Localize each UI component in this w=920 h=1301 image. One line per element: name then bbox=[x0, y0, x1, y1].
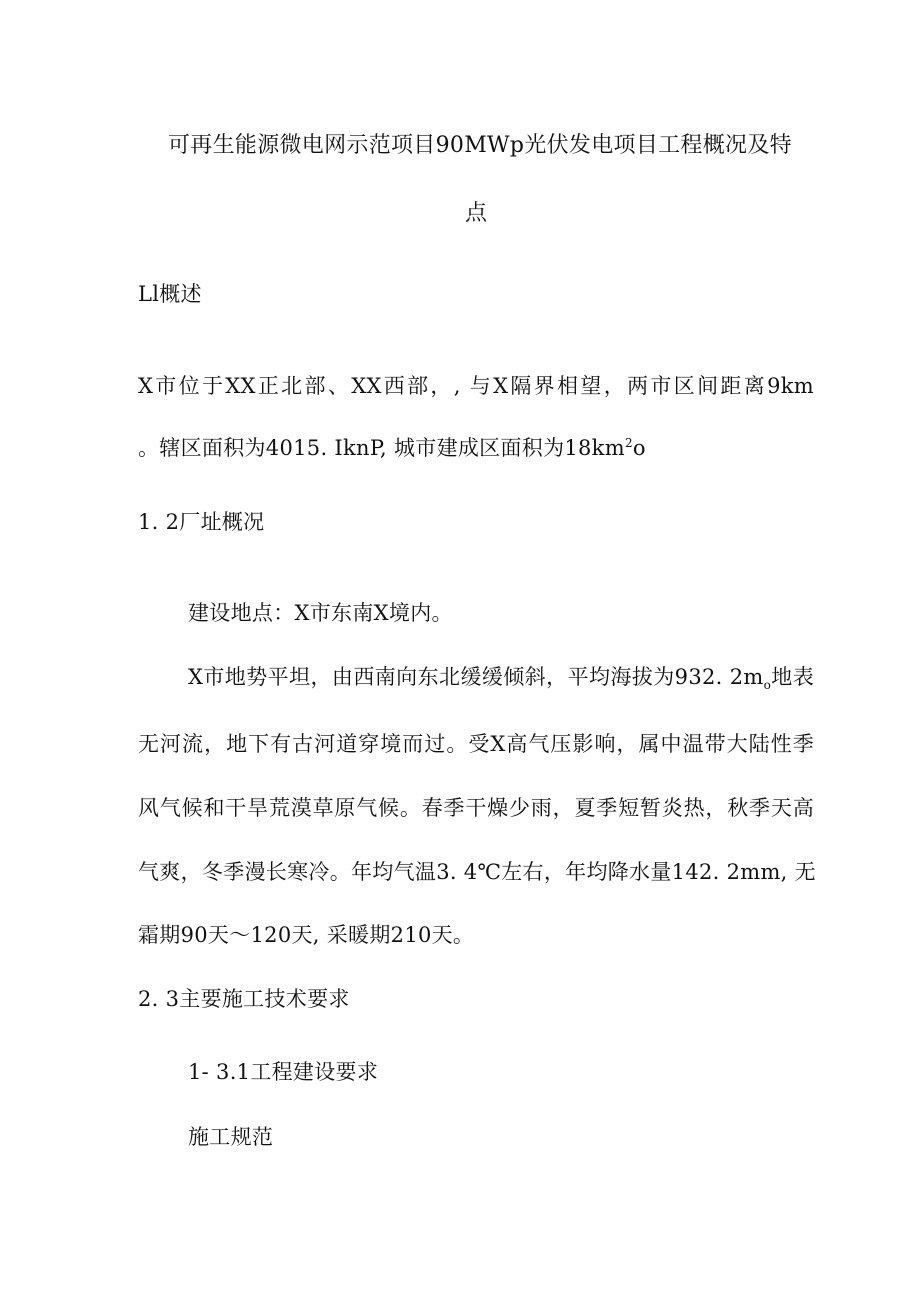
section-heading-overview: Ll概述 bbox=[138, 282, 202, 306]
area-text: 。辖区面积为4015. IknP, 城市建成区面积为18km bbox=[138, 436, 625, 460]
terrain-text-end: 地表 bbox=[771, 665, 815, 689]
area-text-end: o bbox=[632, 436, 646, 460]
paragraph-climate-line-5: 霜期90天～120天, 采暖期210天。 bbox=[138, 923, 475, 947]
area-superscript: 2 bbox=[624, 436, 633, 450]
paragraph-location-line-1: X市位于XX正北部、XX西部，, 与X隔界相望，两市区间距离9km bbox=[138, 374, 814, 398]
section-heading-technical-requirements: 2. 3主要施工技术要求 bbox=[138, 987, 350, 1011]
document-title-line-2: 点 bbox=[465, 201, 488, 226]
paragraph-location-line-2 bbox=[138, 433, 646, 463]
terrain-text: X市地势平坦，由西南向东北缓缓倾斜，平均海拔为932. 2m bbox=[188, 665, 764, 689]
construction-spec-heading: 施工规范 bbox=[188, 1125, 274, 1149]
document-title-line-1: 可再生能源微电网示范项目90MWp光伏发电项目工程概况及特 bbox=[168, 133, 792, 158]
paragraph-climate-line-2: 无河流，地下有古河道穿境而过。受X高气压影响，属中温带大陆性季 bbox=[138, 732, 814, 756]
site-location-text: 建设地点：X市东南X境内。 bbox=[188, 601, 453, 625]
section-heading-site: 1. 2厂址概况 bbox=[138, 510, 265, 534]
paragraph-climate-line-1 bbox=[188, 662, 814, 692]
terrain-subscript: o bbox=[763, 678, 772, 693]
paragraph-climate-line-4: 气爽，冬季漫长寒冷。年均气温3. 4℃左右，年均降水量142. 2mm, 无 bbox=[138, 860, 816, 884]
paragraph-climate-line-3: 风气候和干旱荒漠草原气候。春季干燥少雨，夏季短暂炎热，秋季天高 bbox=[138, 796, 814, 820]
subsection-heading-construction-requirements: 1- 3.1工程建设要求 bbox=[188, 1060, 379, 1084]
